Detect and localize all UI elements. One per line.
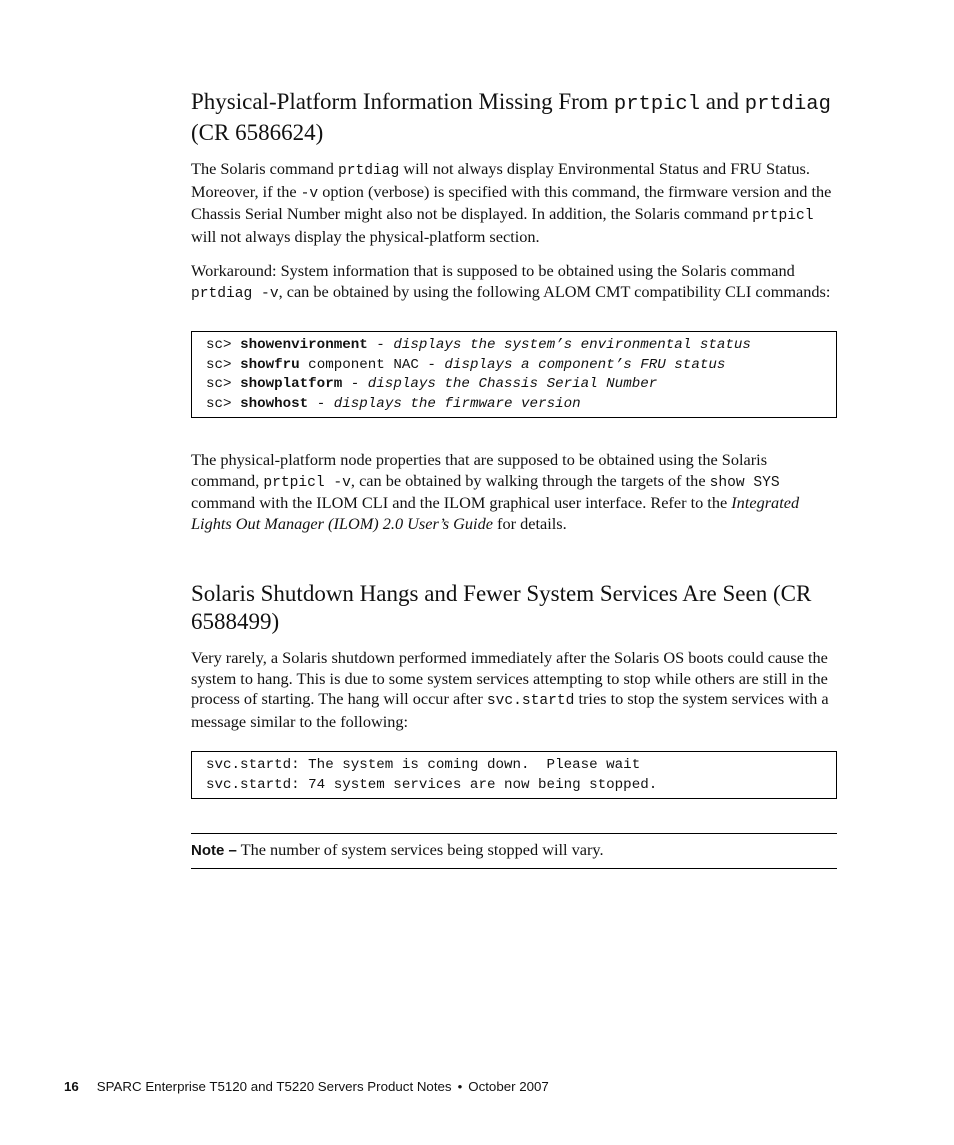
document-date: October 2007 [468,1079,549,1094]
note-label: Note – [191,842,237,859]
code-line: svc.startd: The system is coming down. Please wait [206,757,641,773]
heading-text: Physical-Platform Information Missing From [191,89,614,114]
heading-text: (CR 6586624) [191,120,324,145]
code-line: sc> showhost - displays the firmware version [206,395,581,412]
page-content [191,88,837,869]
page-footer [64,1079,549,1094]
paragraph-workaround: Workaround: System information that is supposed to be obtained using the Solaris command prtdiag -v, can be obtained by using the following ALOM CMT compatibility CLI commands: [191,261,831,302]
code-line: sc> showfru component NAC - displays a component’s FRU status [206,356,726,373]
code-line: sc> showplatform - displays the Chassis Serial Number [206,376,658,392]
page-number: 16 [64,1079,79,1094]
code-line: sc> showenvironment - displays the system’s environmental status [206,337,751,353]
code-block-alom-commands [191,331,837,418]
footer-bullet: • [457,1079,463,1094]
heading-text: and [700,89,745,114]
code-line: svc.startd: 74 system services are now being stopped. [206,776,658,793]
section-heading-prtpicl [191,88,837,147]
note-box [191,833,837,869]
note-text: The number of system services being stopped will vary. [236,840,604,859]
paragraph-shutdown: Very rarely, a Solaris shutdown performed immediately after the Solaris OS boots could cause the system to hang. This is due to some system services attempting to stop while others are still in the process of starting. The hang will occur after svc.startd tries to stop the system services with a message similar to the following: [191,648,829,731]
heading-code: prtpicl [613,93,701,116]
heading-code: prtdiag [744,93,831,116]
code-block-svc-startd [191,751,837,799]
paragraph-prtdiag: The Solaris command prtdiag will not always display Environmental Status and FRU Status. Moreover, if the -v option (verbose) is specified with this command, the firmware version and the Chassis Serial Number might also not be displayed. In addition, the Solaris command prtpicl will not always display the physical-platform section. [191,159,832,246]
document-title: SPARC Enterprise T5120 and T5220 Servers Product Notes [96,1079,452,1094]
paragraph-physical-platform: The physical-platform node properties that are supposed to be obtained using the Solaris command, prtpicl -v, can be obtained by walking through the targets of the show SYS command with the ILOM CLI and the ILOM graphical user interface. Refer to the Integrated Lights Out Manager (ILOM) 2.0 User’s Guide for details. [191,450,800,533]
section-heading-shutdown: Solaris Shutdown Hangs and Fewer System Services Are Seen (CR 6588499) [191,581,812,634]
